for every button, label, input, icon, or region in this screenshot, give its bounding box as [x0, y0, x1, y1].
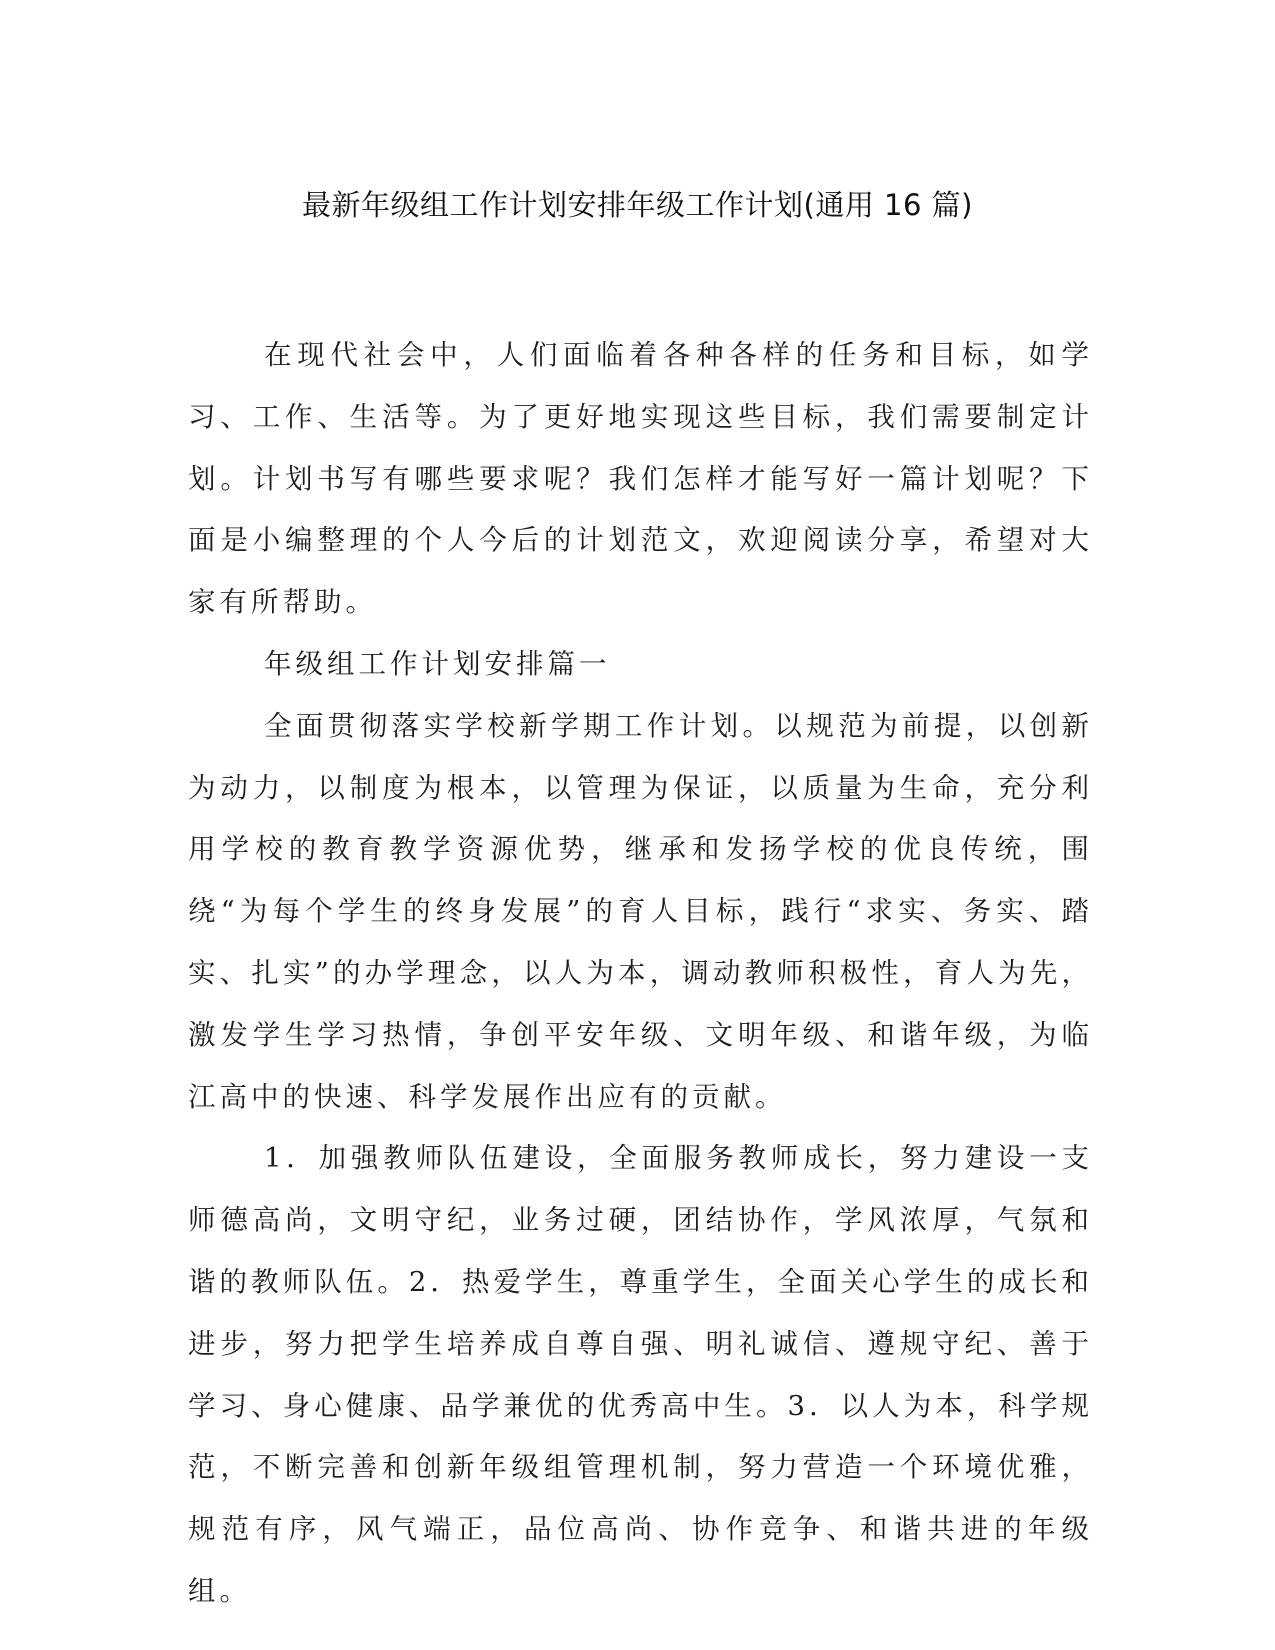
- section-heading: 年级组工作计划安排篇一: [264, 647, 611, 680]
- intro-paragraph: 在现代社会中，人们面临着各种各样的任务和目标，如学习、工作、生活等。为了更好地实现这些目标，我们需要制定计划。计划书写有哪些要求呢？我们怎样才能写好一篇计划呢？下面是小编整理的个人今后的计划范文，欢迎阅读分享，希望对大家有所帮助。: [188, 339, 1093, 619]
- goals-paragraph: 1．加强教师队伍建设，全面服务教师成长，努力建设一支师德高尚，文明守纪，业务过硬，团结协作，学风浓厚，气氛和谐的教师队伍。2．热爱学生，尊重学生，全面关心学生的成长和进步，努力把学生培养成自尊自强、明礼诚信、遵规守纪、善于学习、身心健康、品学兼优的优秀高中生。3．以人为本，科学规范，不断完善和创新年级组管理机制，努力营造一个环境优雅，规范有序，风气端正，品位高尚、协作竞争、和谐共进的年级组。: [188, 1142, 1093, 1607]
- document-body: [188, 325, 1093, 1623]
- body-paragraph: 全面贯彻落实学校新学期工作计划。以规范为前提，以创新为动力，以制度为根本，以管理为保证，以质量为生命，充分利用学校的教育教学资源优势，继承和发扬学校的优良传统，围绕“为每个学生的终身发展”的育人目标，践行“求实、务实、踏实、扎实”的办学理念，以人为本，调动教师积极性，育人为先，激发学生学习热情，争创平安年级、文明年级、和谐年级，为临江高中的快速、科学发展作出应有的贡献。: [188, 709, 1093, 1113]
- document-title: 最新年级组工作计划安排年级工作计划(通用 16 篇): [302, 188, 973, 222]
